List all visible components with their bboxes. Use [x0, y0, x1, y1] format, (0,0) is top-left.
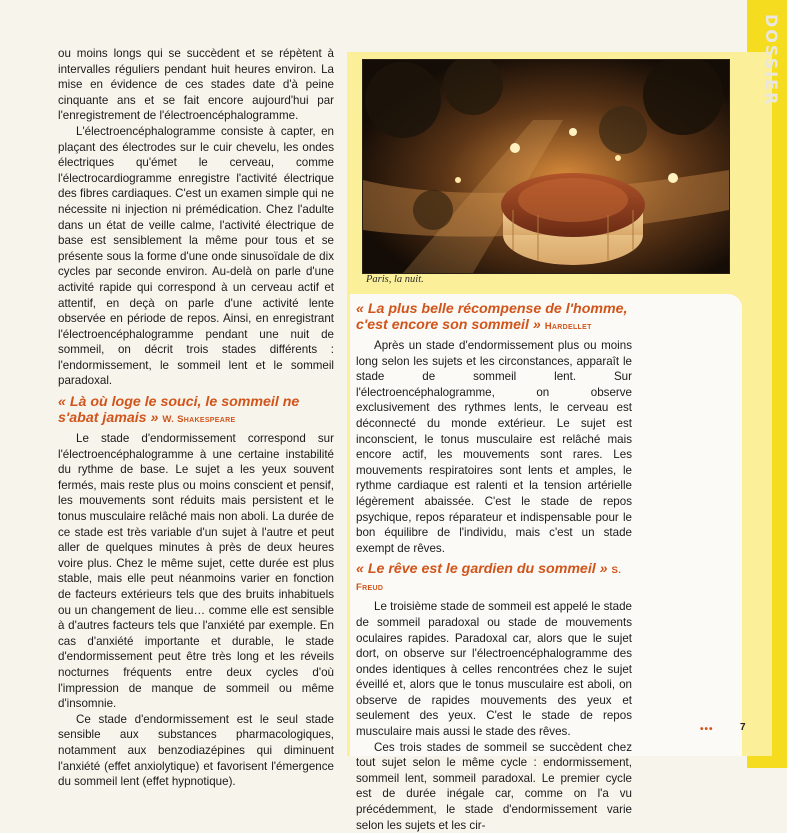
paris-night-photo	[362, 59, 730, 274]
quote-text: « Le rêve est le gardien du sommeil »	[356, 561, 608, 578]
paragraph: Le stade d'endormissement correspond sur l'électroencéphalogramme à une certaine instabilité du rythme de base. Le sujet a les yeux souvent fermés, mais reste plus ou moins conscient et pensif, les mouvements sont réduits mais persistent et le tonus musculaire relâché mais non aboli. La durée de ce stade est très variable d'un sujet à l'autre et peut aller de quelques minutes à près de deux heures voire plus. Chez le même sujet, cette durée est plus stable, mais elle peut néanmoins varier en fonction de facteurs extérieurs tels que des bruits inhabituels ou un changement de lieu… comme elle est sensible à d'autres facteurs tels que l'anxiété par exemple. En cas d'anxiété importante et durable, le stade d'endormissement peut être très long et les réveils nocturnes fréquents entre deux cycles d'où l'impression de manque de sommeil ou même d'insomnie.	[58, 432, 334, 711]
paragraph: Le troisième stade de sommeil est appelé le stade de sommeil paradoxal ou stade de mouvements oculaires rapides. Paradoxal car, alors que le sujet dort, on observe sur l'électroencéphalogramme des ondes identiques à celles rencontrées chez le sujet éveillé et, alors que le tonus musculaire est aboli, on observe de rapides mouvements des yeux et seulement des yeux. C'est le stade de repos musculaire mais aussi le stade des rêves.	[356, 600, 632, 739]
page-number: 7	[740, 722, 746, 733]
photo-caption: Paris, la nuit.	[366, 274, 424, 285]
right-text-column	[356, 302, 632, 833]
paragraph: ou moins longs qui se succèdent et se répètent à intervalles réguliers pendant huit heures environ. La mise en évidence de ces stades date d'à peine cinquante ans et se fait encore aujourd'hui par l'enregistrement de l'électroencéphalogramme.	[58, 47, 334, 123]
pull-quote	[356, 562, 632, 595]
quote-author: S. Freud	[356, 565, 622, 593]
quote-author: Hardellet	[544, 320, 592, 332]
pull-quote	[356, 302, 632, 334]
paragraph: Ce stade d'endormissement est le seul stade sensible aux substances pharmacologiques, notamment aux benzodiazépines qui diminuent l'anxiété (effet anxiolytique) et favorisent l'émergence du sommeil lent (effet hypnotique).	[58, 712, 334, 789]
quote-text: « Là où loge le souci, le sommeil ne s'abat jamais »	[58, 394, 300, 426]
left-text-column	[58, 46, 334, 790]
paragraph: L'électroencéphalogramme consiste à capter, en plaçant des électrodes sur le cuir chevelu, les ondes électriques qu'émet le cerveau, comme l'électrocardiogramme enregistre l'activité électrique des fibres cardiaques. C'est un examen simple qui ne nécessite ni injection ni prémédication. Chez l'adulte dans un état de veille calme, l'activité électrique de base est sensiblement la même pour tous et se présente sous la forme d'une onde sinusoïdale de dix cycles par seconde environ. Au-delà on parle d'une activité rapide qui correspond à un cerveau actif et attentif, en deçà on parle d'une activité lente observée en période de repos. Ainsi, en enregistrant l'électroencéphalogramme pendant une nuit de sommeil, on décrit trois stades différents : l'endormissement, le sommeil lent et le sommeil paradoxal.	[58, 124, 334, 388]
pull-quote	[58, 395, 334, 427]
photo-illustration	[363, 60, 729, 273]
continue-marker: •••	[700, 724, 714, 735]
section-label: DOSSIER	[762, 14, 781, 107]
quote-author: W. Shakespeare	[162, 413, 236, 425]
quote-text: « La plus belle récompense de l'homme, c'est encore son sommeil »	[356, 301, 628, 333]
paragraph: Après un stade d'endormissement plus ou moins long selon les sujets et les circonstances, apparaît le stade de sommeil lent. Sur l'électroencéphalogramme, on observe exclusivement des rythmes lents, le cerveau est déconnecté du monde extérieur. Le sujet est inconscient, le tonus musculaire est relâché mais encore actif, les mouvements sont rares. Les mouvements respiratoires sont lents et amples, le rythme cardiaque est ralenti et la tension artérielle légèrement abaissée. C'est le stade de repos psychique, repos réparateur et indispensable pour le bon équilibre de l'individu, mais c'est un stade exempt de rêves.	[356, 339, 632, 555]
paragraph: Ces trois stades de sommeil se succèdent chez tout sujet selon le même cycle : endormissement, sommeil lent, sommeil paradoxal. Le premier cycle est de durée inégale car, comme on l'a vu précédemment, le stade d'endormissement varie selon les sujets et les cir-	[356, 740, 632, 832]
